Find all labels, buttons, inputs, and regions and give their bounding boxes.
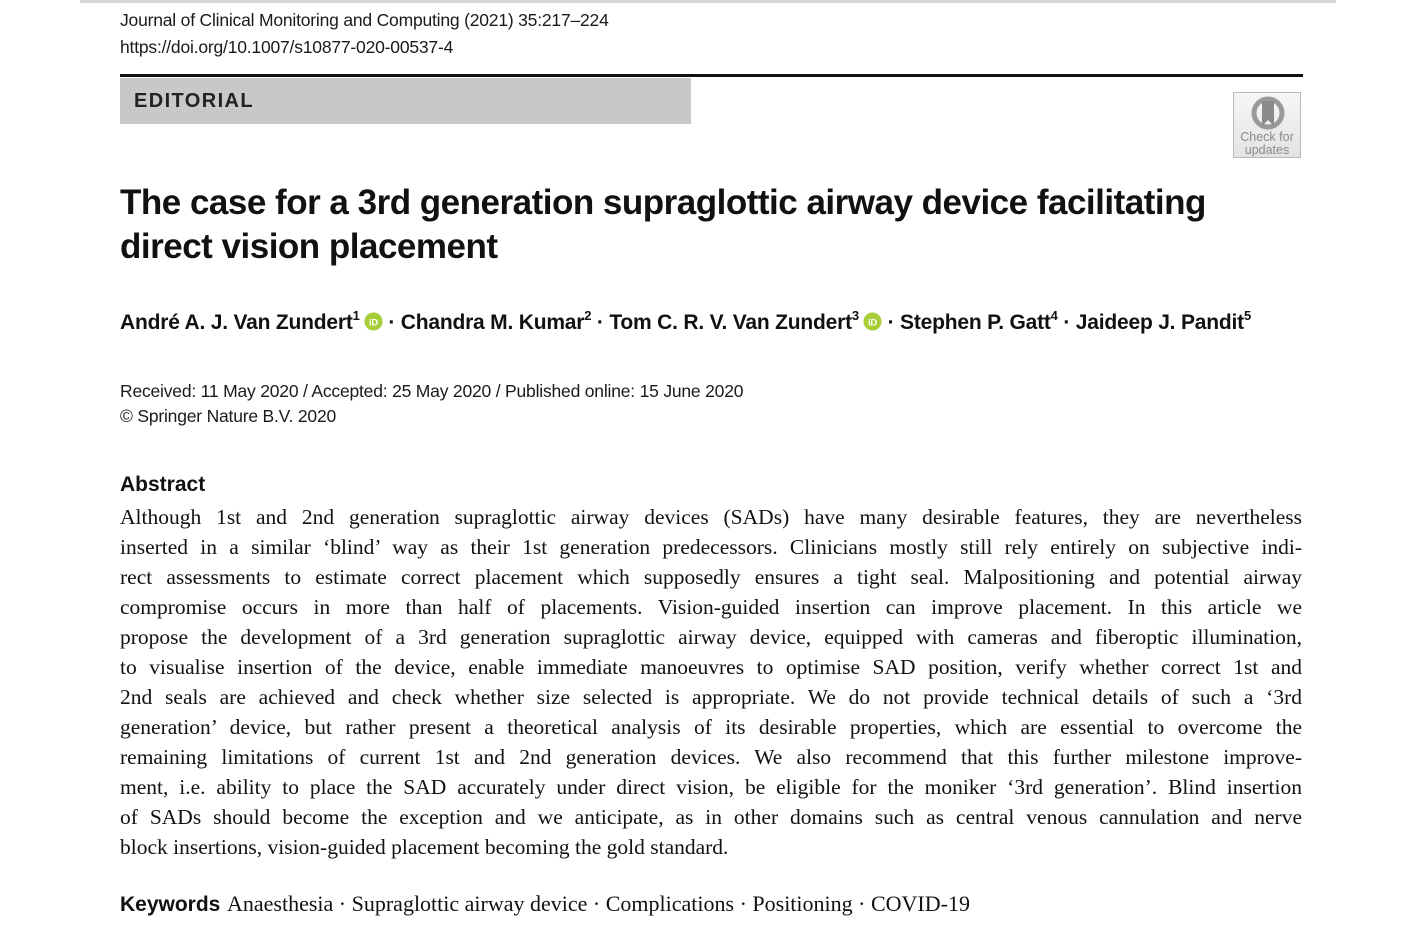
check-for-updates-badge[interactable] [1233,92,1301,158]
author-separator: · [1057,311,1076,334]
section-label: EDITORIAL [134,90,255,112]
doi-link[interactable]: https://doi.org/10.1007/s10877-020-00537-4 [120,37,454,57]
header-rule [120,74,1303,77]
abstract-line: to visualise insertion of the device, enable immediate manoeuvres to optimise SAD position, verify whether correct 1st and [120,655,1302,679]
author-separator: · [591,311,610,334]
author-affiliation-marker[interactable]: 2 [584,308,592,323]
author-affiliation-marker[interactable]: 1 [352,308,360,323]
journal-citation: Journal of Clinical Monitoring and Computing (2021) 35:217–224 [120,10,609,30]
check-for-updates-line2: updates [1244,143,1290,157]
abstract-line: rect assessments to estimate correct placement which supposedly ensures a tight seal. Malpositioning and potential airway [120,565,1302,589]
author-name[interactable]: Jaideep J. Pandit [1075,311,1244,334]
author-affiliation-marker[interactable]: 4 [1050,308,1058,323]
abstract-line: block insertions, vision-guided placement becoming the gold standard. [120,835,729,859]
abstract-line: remaining limitations of current 1st and 2nd generation devices. We also recommend that this further milestone improve- [120,745,1302,769]
section-label-bar [120,78,691,124]
article-title: The case for a 3rd generation supraglottic airway device facilitating direct vision placement [120,183,1206,266]
keywords-label: Keywords [120,893,221,916]
author-name[interactable]: André A. J. Van Zundert [120,311,353,334]
author-affiliation-marker[interactable]: 5 [1243,308,1251,323]
page-top-rule [80,0,1336,3]
author-name[interactable]: Stephen P. Gatt [900,311,1051,334]
author-name[interactable]: Chandra M. Kumar [400,311,585,334]
orcid-icon[interactable] [863,312,882,331]
abstract-line: ment, i.e. ability to place the SAD accurately under direct vision, be eligible for the moniker ‘3rd generation’. Blind insertion [120,775,1302,799]
copyright-notice: © Springer Nature B.V. 2020 [120,406,337,426]
publication-dates: Received: 11 May 2020 / Accepted: 25 May 2020 / Published online: 15 June 2020 [120,381,744,401]
author-list [120,309,1251,335]
abstract-line: generation’ device, but rather present a theoretical analysis of its desirable properties, which are essential to overcome the [120,715,1302,739]
check-for-updates-line1: Check for [1240,130,1294,144]
svg-text:iD: iD [368,317,378,329]
keywords-list: Anaesthesia · Supraglottic airway device · Complications · Positioning · COVID-19 [227,891,970,916]
abstract-line: inserted in a similar ‘blind’ way as their 1st generation predecessors. Clinicians mostly still rely entirely on subjective indi- [120,535,1302,559]
abstract-line: of SADs should become the exception and we anticipate, as in other domains such as central venous cannulation and nerve [120,805,1302,829]
abstract-line: propose the development of a 3rd generation supraglottic airway device, equipped with cameras and fiberoptic illumination, [120,625,1302,649]
check-for-updates-text [1234,131,1300,157]
author-separator: · [881,311,901,334]
svg-text:iD: iD [867,317,878,329]
author-affiliation-marker[interactable]: 3 [851,308,859,323]
abstract-line: Although 1st and 2nd generation supraglottic airway devices (SADs) have many desirable features, they are nevertheless [120,505,1302,529]
author-separator: · [382,311,401,334]
abstract-line: 2nd seals are achieved and check whether size selected is appropriate. We do not provide technical details of such a ‘3rd [120,685,1302,709]
author-name[interactable]: Tom C. R. V. Van Zundert [609,311,852,334]
abstract-heading: Abstract [120,473,206,496]
abstract-line: compromise occurs in more than half of placements. Vision-guided insertion can improve placement. In this article we [120,595,1302,619]
bookmark-ring-icon [1250,96,1286,130]
orcid-icon[interactable] [364,312,383,331]
